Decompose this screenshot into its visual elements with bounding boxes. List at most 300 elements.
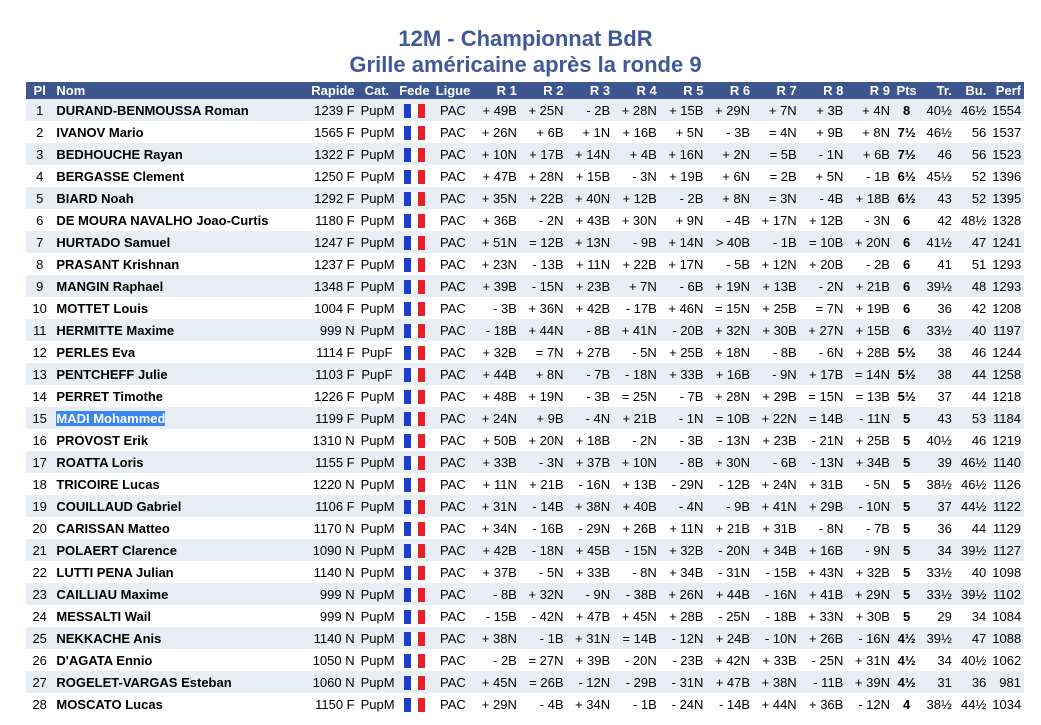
france-flag-icon — [404, 434, 425, 448]
round-result-cell: + 44B — [706, 583, 753, 605]
rapid-rating-cell: 1348 F — [301, 275, 358, 297]
player-name[interactable]: ROGELET-VARGAS Esteban — [56, 674, 232, 690]
column-header: Nom — [53, 82, 300, 99]
round-result-cell: + 45B — [567, 539, 614, 561]
federation-cell — [396, 429, 433, 451]
round-result-cell: + 12B — [613, 187, 660, 209]
player-name[interactable]: MOSCATO Lucas — [56, 696, 163, 712]
table-row — [26, 671, 1024, 693]
round-result-cell: - 12N — [660, 627, 707, 649]
round-result-cell: - 5B — [706, 253, 753, 275]
player-name[interactable]: NEKKACHE Anis — [56, 630, 162, 646]
round-result-cell: - 8N — [613, 561, 660, 583]
player-name[interactable]: ROATTA Loris — [56, 454, 144, 470]
round-result-cell: - 16N — [846, 627, 893, 649]
table-row — [26, 385, 1024, 407]
tiebreak-tr-cell: 33½ — [920, 319, 954, 341]
buchholz-cell: 44½ — [955, 495, 989, 517]
buchholz-cell: 44 — [955, 363, 989, 385]
rapid-rating-cell: 1155 F — [301, 451, 358, 473]
league-cell: PAC — [433, 231, 474, 253]
round-result-cell: + 23B — [753, 429, 800, 451]
rapid-rating-cell: 1090 N — [301, 539, 358, 561]
round-result-cell: + 31N — [567, 627, 614, 649]
points-cell: 5 — [893, 495, 920, 517]
player-name-cell — [53, 363, 300, 385]
france-flag-icon — [404, 126, 425, 140]
round-result-cell: + 17N — [660, 253, 707, 275]
round-result-cell: - 31N — [706, 561, 753, 583]
column-header: Tr. — [920, 82, 954, 99]
round-result-cell: + 25B — [660, 341, 707, 363]
france-flag-icon — [404, 500, 425, 514]
federation-cell — [396, 385, 433, 407]
rank-cell: 27 — [26, 671, 53, 693]
tiebreak-tr-cell: 39 — [920, 451, 954, 473]
tiebreak-tr-cell: 39½ — [920, 627, 954, 649]
rank-cell: 10 — [26, 297, 53, 319]
round-result-cell: - 8B — [753, 341, 800, 363]
buchholz-cell: 42 — [955, 297, 989, 319]
player-name[interactable]: D'AGATA Ennio — [56, 652, 153, 668]
player-name-cell — [53, 693, 300, 715]
round-result-cell: + 8N — [520, 363, 567, 385]
rank-cell: 20 — [26, 517, 53, 539]
round-result-cell: - 29B — [613, 671, 660, 693]
round-result-cell: + 36B — [473, 209, 520, 231]
rapid-rating-cell: 1170 N — [301, 517, 358, 539]
player-name-cell — [53, 275, 300, 297]
round-result-cell: + 25B — [846, 429, 893, 451]
federation-cell — [396, 451, 433, 473]
round-result-cell: + 28B — [660, 605, 707, 627]
player-name[interactable]: PERRET Timothe — [56, 388, 164, 404]
category-cell: PupM — [358, 693, 397, 715]
league-cell: PAC — [433, 451, 474, 473]
round-result-cell: + 51N — [473, 231, 520, 253]
column-header: Rapide — [301, 82, 358, 99]
player-name-cell — [53, 407, 300, 429]
column-header: R 2 — [520, 82, 567, 99]
points-cell: 5 — [893, 605, 920, 627]
rank-cell: 26 — [26, 649, 53, 671]
table-row — [26, 143, 1024, 165]
column-header: Cat. — [358, 82, 397, 99]
round-result-cell: = 3N — [753, 187, 800, 209]
round-result-cell: - 5N — [846, 473, 893, 495]
league-cell: PAC — [433, 253, 474, 275]
league-cell: PAC — [433, 209, 474, 231]
rank-cell: 28 — [26, 693, 53, 715]
round-result-cell: - 7B — [660, 385, 707, 407]
rank-cell: 15 — [26, 407, 53, 429]
round-result-cell: + 21B — [520, 473, 567, 495]
round-result-cell: + 30N — [706, 451, 753, 473]
round-result-cell: + 29N — [473, 693, 520, 715]
category-cell: PupM — [358, 165, 397, 187]
performance-cell: 1084 — [989, 605, 1024, 627]
player-name-cell — [53, 231, 300, 253]
league-cell: PAC — [433, 363, 474, 385]
rank-cell: 17 — [26, 451, 53, 473]
player-name[interactable]: MESSALTI Wail — [56, 608, 151, 624]
round-result-cell: - 11N — [846, 407, 893, 429]
league-cell: PAC — [433, 693, 474, 715]
round-result-cell: + 26B — [613, 517, 660, 539]
round-result-cell: - 4N — [567, 407, 614, 429]
round-result-cell: - 12B — [706, 473, 753, 495]
federation-cell — [396, 319, 433, 341]
rank-cell: 24 — [26, 605, 53, 627]
player-name[interactable]: BIARD Noah — [56, 190, 134, 206]
round-result-cell: = 5B — [753, 143, 800, 165]
rank-cell: 3 — [26, 143, 53, 165]
round-result-cell: + 22B — [520, 187, 567, 209]
france-flag-icon — [404, 214, 425, 228]
round-result-cell: + 32B — [660, 539, 707, 561]
round-result-cell: + 47B — [567, 605, 614, 627]
round-result-cell: - 14B — [706, 693, 753, 715]
round-result-cell: - 15N — [520, 275, 567, 297]
player-name[interactable]: POLAERT Clarence — [56, 542, 178, 558]
round-result-cell: - 15B — [473, 605, 520, 627]
round-result-cell: - 12N — [846, 693, 893, 715]
round-result-cell: + 26N — [660, 583, 707, 605]
round-result-cell: + 26N — [473, 121, 520, 143]
round-result-cell: - 4B — [706, 209, 753, 231]
player-name[interactable]: PENTCHEFF Julie — [56, 366, 168, 382]
performance-cell: 1554 — [989, 99, 1024, 121]
rank-cell: 23 — [26, 583, 53, 605]
round-result-cell: = 10B — [800, 231, 847, 253]
round-result-cell: + 15B — [660, 99, 707, 121]
rank-cell: 4 — [26, 165, 53, 187]
performance-cell: 1034 — [989, 693, 1024, 715]
round-result-cell: - 16B — [520, 517, 567, 539]
round-result-cell: + 11N — [473, 473, 520, 495]
player-name-cell — [53, 605, 300, 627]
round-result-cell: + 42B — [567, 297, 614, 319]
round-result-cell: + 24N — [753, 473, 800, 495]
table-row — [26, 561, 1024, 583]
round-result-cell: = 14B — [800, 407, 847, 429]
round-result-cell: + 10N — [473, 143, 520, 165]
column-header: R 3 — [567, 82, 614, 99]
column-header: R 4 — [613, 82, 660, 99]
league-cell: PAC — [433, 187, 474, 209]
france-flag-icon — [404, 610, 425, 624]
player-name-cell — [53, 671, 300, 693]
round-result-cell: + 41B — [800, 583, 847, 605]
table-row — [26, 539, 1024, 561]
round-result-cell: + 36N — [520, 297, 567, 319]
round-result-cell: = 4N — [753, 121, 800, 143]
round-result-cell: = 12B — [520, 231, 567, 253]
round-result-cell: + 17B — [520, 143, 567, 165]
player-name[interactable]: DE MOURA NAVALHO Joao-Curtis — [56, 212, 269, 228]
table-row — [26, 231, 1024, 253]
points-cell: 4½ — [893, 649, 920, 671]
column-header: R 9 — [846, 82, 893, 99]
player-name[interactable]: BEDHOUCHE Rayan — [56, 146, 183, 162]
round-result-cell: + 37B — [473, 561, 520, 583]
round-result-cell: - 8N — [800, 517, 847, 539]
round-result-cell: + 13B — [753, 275, 800, 297]
performance-cell: 1088 — [989, 627, 1024, 649]
round-result-cell: + 23B — [567, 275, 614, 297]
round-result-cell: - 8B — [567, 319, 614, 341]
round-result-cell: = 14N — [846, 363, 893, 385]
player-name-cell — [53, 385, 300, 407]
france-flag-icon — [404, 522, 425, 536]
rank-cell: 19 — [26, 495, 53, 517]
player-name-cell — [53, 99, 300, 121]
federation-cell — [396, 649, 433, 671]
tournament-title: 12M - Championnat BdR — [398, 26, 653, 51]
france-flag-icon — [404, 324, 425, 338]
player-name-cell — [53, 473, 300, 495]
round-result-cell: = 14B — [613, 627, 660, 649]
tiebreak-tr-cell: 43 — [920, 187, 954, 209]
round-result-cell: + 19B — [846, 297, 893, 319]
league-cell: PAC — [433, 583, 474, 605]
league-cell: PAC — [433, 143, 474, 165]
round-result-cell: - 13N — [706, 429, 753, 451]
round-result-cell: + 17B — [800, 363, 847, 385]
tiebreak-tr-cell: 34 — [920, 649, 954, 671]
round-result-cell: - 3B — [567, 385, 614, 407]
round-result-cell: - 6B — [753, 451, 800, 473]
tiebreak-tr-cell: 39½ — [920, 275, 954, 297]
tiebreak-tr-cell: 38 — [920, 341, 954, 363]
round-result-cell: - 1B — [613, 693, 660, 715]
federation-cell — [396, 209, 433, 231]
rapid-rating-cell: 1114 F — [301, 341, 358, 363]
category-cell: PupM — [358, 649, 397, 671]
points-cell: 8 — [893, 99, 920, 121]
table-row — [26, 99, 1024, 121]
performance-cell: 1328 — [989, 209, 1024, 231]
player-name-cell — [53, 583, 300, 605]
round-result-cell: + 36B — [800, 693, 847, 715]
column-header: Ligue — [433, 82, 474, 99]
round-result-cell: + 37B — [567, 451, 614, 473]
round-result-cell: - 3B — [473, 297, 520, 319]
france-flag-icon — [404, 346, 425, 360]
round-result-cell: + 30B — [846, 605, 893, 627]
round-result-cell: - 10N — [753, 627, 800, 649]
round-result-cell: + 5N — [660, 121, 707, 143]
player-name[interactable]: LUTTI PENA Julian — [56, 564, 174, 580]
round-result-cell: + 16B — [800, 539, 847, 561]
player-name[interactable]: HURTADO Samuel — [56, 234, 171, 250]
round-result-cell: + 20N — [520, 429, 567, 451]
round-result-cell: - 2N — [520, 209, 567, 231]
france-flag-icon — [404, 566, 425, 580]
category-cell: PupM — [358, 99, 397, 121]
player-name[interactable]: MADI Mohammed — [56, 410, 166, 426]
federation-cell — [396, 539, 433, 561]
round-result-cell: - 11B — [800, 671, 847, 693]
points-cell: 5 — [893, 539, 920, 561]
table-row — [26, 605, 1024, 627]
player-name[interactable]: PROVOST Erik — [56, 432, 149, 448]
round-result-cell: - 3B — [706, 121, 753, 143]
round-result-cell: + 14N — [660, 231, 707, 253]
france-flag-icon — [404, 456, 425, 470]
round-result-cell: - 15B — [753, 561, 800, 583]
performance-cell: 1293 — [989, 253, 1024, 275]
player-name-cell — [53, 539, 300, 561]
column-header: Perf — [989, 82, 1024, 99]
rapid-rating-cell: 1250 F — [301, 165, 358, 187]
round-result-cell: - 2N — [613, 429, 660, 451]
league-cell: PAC — [433, 275, 474, 297]
league-cell: PAC — [433, 429, 474, 451]
performance-cell: 1102 — [989, 583, 1024, 605]
player-name-cell — [53, 627, 300, 649]
round-result-cell: + 18N — [706, 341, 753, 363]
buchholz-cell: 36 — [955, 671, 989, 693]
category-cell: PupM — [358, 121, 397, 143]
round-result-cell: + 18B — [567, 429, 614, 451]
column-header: R 1 — [473, 82, 520, 99]
round-result-cell: + 12N — [753, 253, 800, 275]
federation-cell — [396, 517, 433, 539]
round-result-cell: - 20N — [706, 539, 753, 561]
buchholz-cell: 44 — [955, 385, 989, 407]
player-name-cell — [53, 297, 300, 319]
rapid-rating-cell: 1150 F — [301, 693, 358, 715]
player-name[interactable]: DURAND-BENMOUSSA Roman — [56, 102, 249, 118]
player-name-cell — [53, 165, 300, 187]
buchholz-cell: 47 — [955, 627, 989, 649]
buchholz-cell: 52 — [955, 187, 989, 209]
federation-cell — [396, 495, 433, 517]
buchholz-cell: 39½ — [955, 539, 989, 561]
round-result-cell: + 28N — [613, 99, 660, 121]
round-result-cell: = 27N — [520, 649, 567, 671]
buchholz-cell: 46½ — [955, 99, 989, 121]
round-result-cell: - 2B — [660, 187, 707, 209]
points-cell: 5 — [893, 473, 920, 495]
rank-cell: 11 — [26, 319, 53, 341]
player-name[interactable]: COUILLAUD Gabriel — [56, 498, 182, 514]
league-cell: PAC — [433, 385, 474, 407]
player-name[interactable]: IVANOV Mario — [56, 124, 144, 140]
buchholz-cell: 34 — [955, 605, 989, 627]
table-row — [26, 407, 1024, 429]
table-row — [26, 187, 1024, 209]
round-result-cell: - 3N — [520, 451, 567, 473]
table-row — [26, 319, 1024, 341]
round-result-cell: + 29B — [800, 495, 847, 517]
federation-cell — [396, 671, 433, 693]
round-result-cell: + 42N — [706, 649, 753, 671]
federation-cell — [396, 363, 433, 385]
rapid-rating-cell: 1237 F — [301, 253, 358, 275]
category-cell: PupM — [358, 495, 397, 517]
buchholz-cell: 46½ — [955, 473, 989, 495]
round-result-cell: - 38B — [613, 583, 660, 605]
player-name[interactable]: CARISSAN Matteo — [56, 520, 170, 536]
player-name[interactable]: CAILLIAU Maxime — [56, 586, 169, 602]
france-flag-icon — [404, 192, 425, 206]
round-result-cell: + 16B — [706, 363, 753, 385]
round-result-cell: + 10N — [613, 451, 660, 473]
federation-cell — [396, 693, 433, 715]
buchholz-cell: 56 — [955, 121, 989, 143]
table-row — [26, 649, 1024, 671]
round-result-cell: + 29B — [753, 385, 800, 407]
table-row — [26, 473, 1024, 495]
federation-cell — [396, 627, 433, 649]
player-name[interactable]: MANGIN Raphael — [56, 278, 164, 294]
round-result-cell: - 1N — [800, 143, 847, 165]
round-result-cell: + 29N — [846, 583, 893, 605]
round-result-cell: + 40B — [613, 495, 660, 517]
column-header: Bu. — [955, 82, 989, 99]
buchholz-cell: 44 — [955, 517, 989, 539]
rank-cell: 2 — [26, 121, 53, 143]
league-cell: PAC — [433, 341, 474, 363]
rapid-rating-cell: 1060 N — [301, 671, 358, 693]
player-name[interactable]: HERMITTE Maxime — [56, 322, 175, 338]
tiebreak-tr-cell: 38½ — [920, 693, 954, 715]
category-cell: PupM — [358, 209, 397, 231]
round-result-cell: - 42N — [520, 605, 567, 627]
league-cell: PAC — [433, 671, 474, 693]
round-result-cell: + 23N — [473, 253, 520, 275]
points-cell: 6½ — [893, 165, 920, 187]
table-row — [26, 121, 1024, 143]
performance-cell: 1184 — [989, 407, 1024, 429]
player-name[interactable]: TRICOIRE Lucas — [56, 476, 160, 492]
category-cell: PupM — [358, 561, 397, 583]
player-name[interactable]: BERGASSE Clement — [56, 168, 185, 184]
player-name[interactable]: PRASANT Krishnan — [56, 256, 180, 272]
round-result-cell: - 29N — [567, 517, 614, 539]
player-name-cell — [53, 253, 300, 275]
round-result-cell: + 20B — [800, 253, 847, 275]
round-result-cell: - 10N — [846, 495, 893, 517]
round-result-cell: + 28B — [846, 341, 893, 363]
standings-table — [26, 82, 1024, 715]
round-result-cell: - 16N — [753, 583, 800, 605]
france-flag-icon — [404, 676, 425, 690]
round-result-cell: + 17N — [753, 209, 800, 231]
player-name-cell — [53, 187, 300, 209]
round-result-cell: - 9N — [846, 539, 893, 561]
france-flag-icon — [404, 588, 425, 602]
france-flag-icon — [404, 632, 425, 646]
league-cell: PAC — [433, 605, 474, 627]
round-result-cell: + 32B — [473, 341, 520, 363]
player-name[interactable]: PERLES Eva — [56, 344, 136, 360]
player-name-cell — [53, 429, 300, 451]
table-row — [26, 451, 1024, 473]
round-result-cell: - 2N — [800, 275, 847, 297]
player-name-cell — [53, 649, 300, 671]
round-result-cell: - 2B — [846, 253, 893, 275]
player-name[interactable]: MOTTET Louis — [56, 300, 149, 316]
buchholz-cell: 46 — [955, 341, 989, 363]
round-result-cell: - 7B — [846, 517, 893, 539]
round-result-cell: - 1N — [660, 407, 707, 429]
player-name-cell — [53, 561, 300, 583]
round-result-cell: - 2B — [567, 99, 614, 121]
table-row — [26, 693, 1024, 715]
